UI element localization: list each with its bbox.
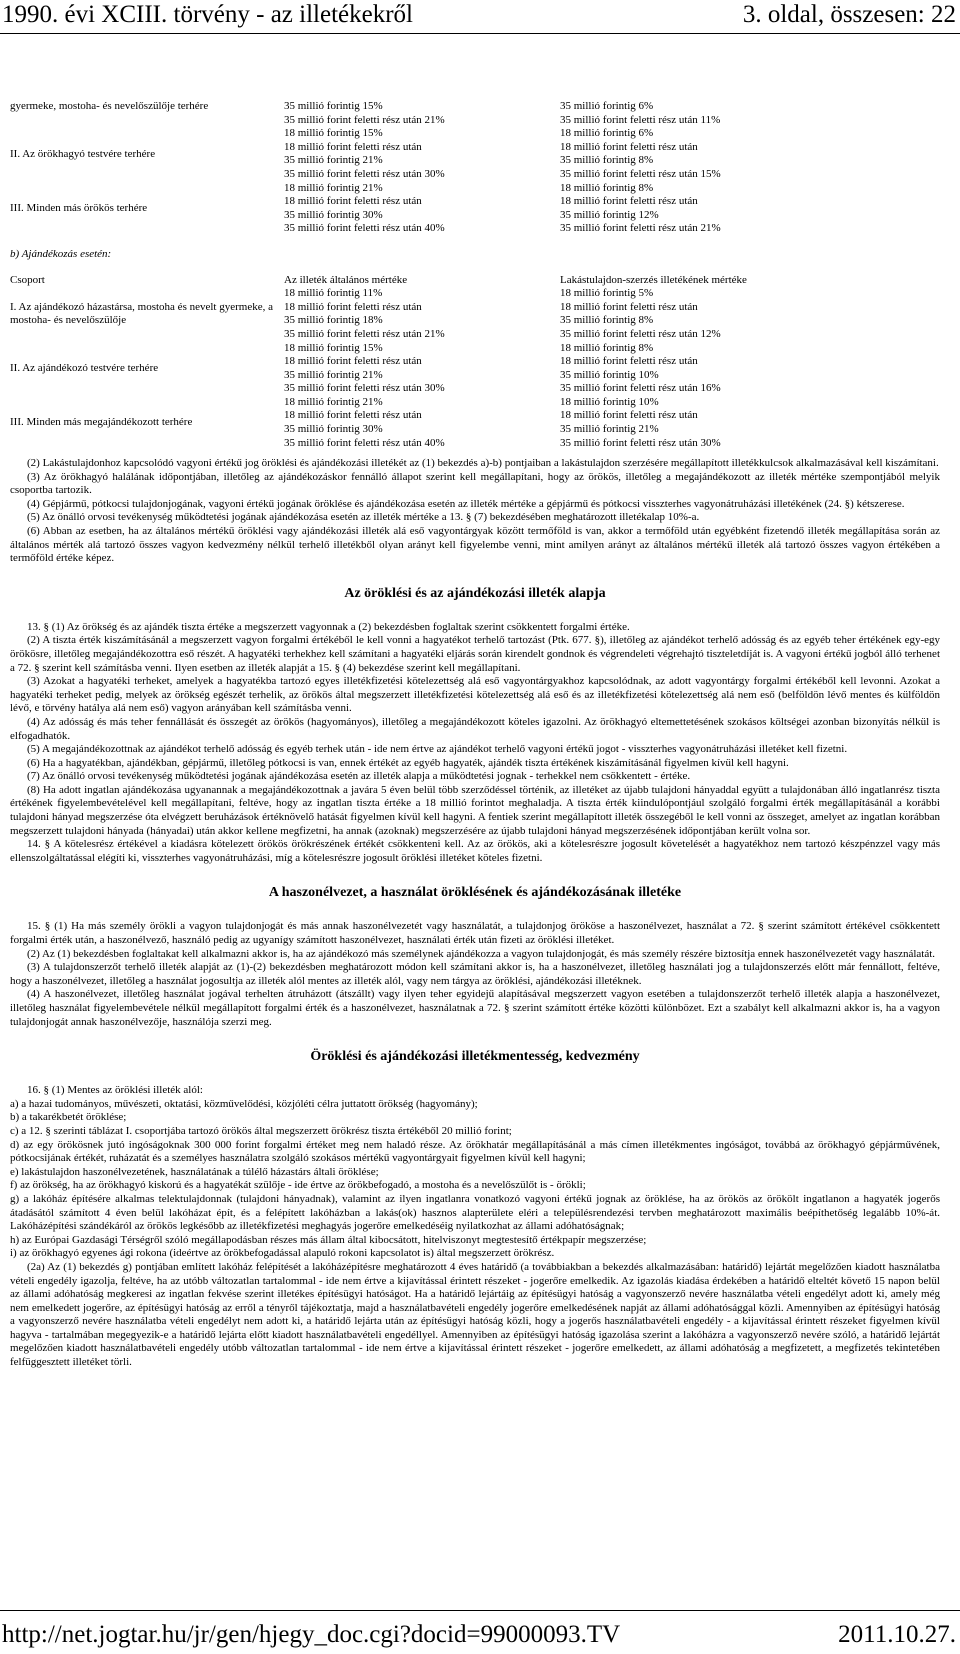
rate-line: 18 millió forintig 15% [284, 127, 383, 140]
rate-line: 35 millió forintig 12% [560, 208, 659, 221]
page-footer [0, 1610, 960, 1654]
rate-line: 35 millió forint feletti rész után 40% [284, 436, 445, 449]
rate-line: 18 millió forint feletti rész után [284, 140, 422, 153]
rate-line: 35 millió forintig 30% [284, 208, 383, 221]
rate-line: 35 millió forint feletti rész után 30% [560, 436, 721, 449]
section-heading: A haszonélvezet, a használat öröklésének és ajándékozásának illetéke [268, 885, 682, 901]
inheritance-group-rates [284, 182, 560, 236]
list-item: e) lakástulajdon haszonélvezetének, használatának a túlélő házastárs általi öröklése; [10, 1165, 379, 1178]
rate-line: 18 millió forintig 10% [560, 395, 659, 408]
paragraph: (5) Az önálló orvosi tevékenység működtetési jogának ajándékozása esetén az illeték mértéke a 13. § (7) bekezdésében meghatározott illetékalap 10%-a. [27, 511, 700, 524]
rate-line: 35 millió forint feletti rész után 12% [560, 327, 721, 340]
rate-line: 35 millió forint feletti rész után 30% [284, 167, 445, 180]
gift-header-housing: Lakástulajdon-szerzés illetékének mértéke [560, 273, 747, 286]
rate-line: 35 millió forintig 10% [560, 368, 659, 381]
rate-line: 35 millió forint feletti rész után 11% [560, 113, 721, 126]
rate-line: 18 millió forint feletti rész után [284, 300, 422, 313]
rate-line: 18 millió forint feletti rész után [560, 409, 698, 422]
rate-line: 18 millió forint feletti rész után [284, 195, 422, 208]
section-heading: Az öröklési és az ajándékozási illeték alapja [344, 585, 606, 601]
page-header [0, 0, 960, 40]
paragraph: 16. § (1) Mentes az öröklési illeték alól: [27, 1084, 203, 1097]
paragraph: (5) A megajándékozottnak az ajándékot terhelő adósság és egyéb terhek után - ide nem értve az ajándékot terhelő vagyoni értékű jogot - visszterhes vagyonátruházási illetéket kell fizetni. [27, 743, 848, 756]
gift-group-rates [284, 396, 560, 450]
paragraph: (2) Az (1) bekezdésben foglaltakat kell alkalmazni akkor is, ha az ajándékozó más személynek ajándékozza a vagyon tulajdonjogát, és más személy részére biztosítja ennek haszonélvezetét vagy használatát. [27, 947, 936, 960]
inheritance-group-label: II. Az örökhagyó testvére terhére [10, 147, 156, 160]
paragraph: (4) Gépjármű, pótkocsi tulajdonjogának, vagyoni értékű jogának öröklése és ajándékozása esetén az illeték mértéke a gépjármű és pótkocsi visszterhes vagyonátruházási illetékének (24. §) kétszerese. [27, 497, 905, 510]
paragraph: (7) Az önálló orvosi tevékenység működtetési jogának ajándékozása esetén az illeték alapja a működtetési jognak - terhekkel nem csökkentett - értéke. [27, 770, 691, 783]
list-item: i) az örökhagyó egyenes ági rokona (ideértve az örökbefogadással alapuló rokoni kapcsolatot is) által megszerzett örökrész. [10, 1247, 555, 1260]
list-item: c) a 12. § szerinti táblázat I. csoportjába tartozó örökös által megszerzett örökrész tiszta értékéből 20 millió forint; [10, 1124, 512, 1137]
rate-line: 35 millió forintig 6% [560, 100, 654, 112]
rate-line: 35 millió forint feletti rész után 21% [284, 113, 445, 126]
gift-group-reduced [560, 342, 940, 396]
rate-line: 18 millió forintig 21% [284, 181, 383, 194]
inheritance-group-rates [284, 100, 560, 127]
header-rule [0, 33, 960, 34]
rate-line: 35 millió forint feletti rész után 15% [560, 167, 721, 180]
rate-line: 35 millió forint feletti rész után 21% [284, 327, 445, 340]
gift-section-title: b) Ajándékozás esetén: [10, 247, 112, 260]
gift-header-group: Csoport [10, 273, 45, 286]
document-title: 1990. évi XCIII. törvény - az illetékekről [2, 1, 413, 28]
gift-group-rates [284, 287, 560, 341]
rate-line: 35 millió forintig 30% [284, 423, 383, 436]
rate-line: 35 millió forintig 21% [560, 423, 659, 436]
rate-line: 18 millió forint feletti rész után [560, 355, 698, 368]
rate-line: 35 millió forint feletti rész után 30% [284, 382, 445, 395]
rate-line: 18 millió forintig 8% [560, 181, 654, 194]
paragraph: 13. § (1) Az örökség és az ajándék tiszta értéke a megszerzett vagyonnak a (2) bekezdésben foglaltak szerint csökkentett forgalmi értéke. [27, 620, 630, 633]
list-item: b) a takarékbetét öröklése; [10, 1111, 127, 1124]
paragraph: 14. § A kötelesrész értékével a kiadásra kötelezett örökös örökrészének értékét csökkenteni kell. Az az örökös, aki a kötelesrészre jogosult követelését a hagyatékhoz nem tartozó készpénzzel vagy más ellenszolgáltatással elégíti ki, visszterhes vagyonátruházási, míg a kötelesrészre jogosult öröklési illetéket köteles fizetni. [10, 838, 940, 864]
inheritance-table [10, 100, 940, 236]
list-item: a) a hazai tudományos, művészeti, oktatási, közművelődési, közjóléti célra juttatott örökség (hagyomány); [10, 1097, 478, 1110]
list-item: d) az egy örökösnek jutó ingóságoknak 300 000 forint forgalmi értéket meg nem haladó része. Az örökhatár megállapításánál a más címen illetékmentes ingóságot, továbbá az örökhagyó gépjárművének, pótkocsijának értékét, ruházatát és a személyes használatra szolgáló szokásos mértékű vagyontárgyait figyelmen kívül kell hagyni; [10, 1138, 940, 1165]
rate-line: 35 millió forint feletti rész után 21% [560, 222, 721, 235]
paragraph: (4) Az adósság és más teher fennállását és összegét az örökös (hagyományos), illetőleg a megajándékozott köteles igazolni. Az örökhagyó eltemettetésének szokásos költségei azonban bizonyítás nélkül is elfogadhatók. [10, 715, 940, 742]
rate-line: 18 millió forintig 8% [560, 341, 654, 354]
rate-line: 18 millió forint feletti rész után [284, 409, 422, 422]
rate-line: 18 millió forint feletti rész után [560, 300, 698, 313]
document-body [10, 457, 940, 1370]
paragraph: (4) A haszonélvezet, illetőleg használat jogával terhelten átruházott (átszállt) vagy ilyen teher egyidejű alapításával megszerzett vagyon esetében a tulajdonszerzőt terhelő illeték alapja a haszonélvezet, illetőleg használat figyelembevétele nélkül megállapított forgalmi érték és a haszonélvezet, használatnak a 72. § szerint számított értéke közötti különbözet. Ezt a szabályt kell alkalmazni akkor is, ha a vagyon tulajdonjogát annak haszonélvezője, használója szerzi meg. [10, 988, 940, 1028]
footer-rule [0, 1610, 960, 1611]
paragraph: (8) Ha adott ingatlan ajándékozása ugyanannak a megajándékozottnak a javára 5 éven belül több szerződéssel történik, az illetéket az újabb tulajdoni hányaddal együtt a tulajdonában álló ingatlanrész tiszta értékének figyelembevételével kell megállapítani, feltéve, hogy az ingatlan tiszta értéke a 18 millió forintot meghaladja. A tiszta érték kiindulópontjául szolgáló forgalmi érték megállapításánál a korábbi tulajdoni hányad megszerzése óta elvégzett beruházások értéknövelő hatását figyelmen kívül kell hagyni. A fentiek szerint megállapított illeték összegéből le kell vonni az összeget, amelyet az ingatlan korábban megszerzett tulajdoni hányada (hányadai) után akkor kellene megfizetni, ha annak (azoknak) megszerzésére az újabb tulajdoni hányad megszerzésének időpontjában került volna sor. [10, 783, 940, 837]
gift-group-rates [284, 342, 560, 396]
inheritance-group-reduced [560, 127, 940, 181]
list-item: g) a lakóház építésére alkalmas telektulajdonnak (tulajdoni hányadnak), valamint az ilyen ingatlanra vonatkozó vagyoni értékű jognak az öröklése, ha az örökös az örökölt ingatlanon a hagyaték jogerős átadásától számított 4 éven belül lakóházat épít, és a felépített lakóházban a lakás(ok) hasznos alapterülete eléri a településrendezési tervben meghatározott maximális beépíthetőség legalább 10%-át. Lakóházépítési szándékáról az örökös legkésőbb az illetékfizetési meghagyás jogerőre emelkedéséig nyilatkozhat az állami adóhatóságnak; [10, 1192, 940, 1233]
rate-line: 35 millió forint feletti rész után 40% [284, 222, 445, 235]
rate-line: 18 millió forintig 11% [284, 287, 383, 300]
inheritance-group-rates [284, 127, 560, 181]
rate-line: 18 millió forintig 21% [284, 395, 383, 408]
paragraph: 15. § (1) Ha más személy örökli a vagyon tulajdonjogát és más annak haszonélvezetét vagy használatát, a tulajdonjog örököse a haszonélvezet, használat a 72. § szerint számított értékével csökkentett forgalmi érték után, a haszonélvező, használó pedig az ugyanígy számított haszonélvezet, használati érték után fizeti az öröklési illetéket. [10, 920, 940, 947]
page-number: 3. oldal, összesen: 22 [742, 1, 956, 28]
paragraph: (2) Lakástulajdonhoz kapcsolódó vagyoni értékű jog öröklési és ajándékozási illetékét az (1) bekezdés a)-b) pontjaiban a lakástulajdon szerzésére megállapított illetékkulcsok alkalmazásával kell kiszámítani. [27, 457, 939, 469]
rate-tables [10, 100, 940, 450]
inheritance-group-label: gyermeke, mostoha- és nevelőszülője terhére [10, 100, 209, 112]
paragraph: (3) A tulajdonszerzőt terhelő illeték alapját az (1)-(2) bekezdésben meghatározott módon kell számítani akkor is, ha a haszonélvezet, illetőleg használati jog a tulajdonszerzés előtt már fennállott, feltéve, hogy a haszonélvezet, illetőleg a használat jogosultja az illeték alól mentes az illeték alól, vagy nem tárgya az öröklési, ajándékozási illetéknek. [10, 961, 940, 987]
gift-table [10, 274, 940, 451]
paragraph: (6) Ha a hagyatékban, ajándékban, gépjármű, illetőleg pótkocsi is van, ennek értékét az egyéb hagyaték, ajándék tiszta értékének kiszámításánál figyelmen kívül kell hagyni. [27, 756, 789, 769]
paragraph: (6) Abban az esetben, ha az általános mértékű öröklési vagy ajándékozási illeték alá eső vagyontárgyak között termőföld is van, akkor a termőföld után egyébként fizetendő illeték megállapítása során az általános mérték alá tartozó összes vagyon kedvezmény nélkül terhelő illetékből olyan arányt kell figyelembe venni, mint amilyen arányt az általános mértékű illeték alá tartozó összes vagyon értékében a termőföld értéke képez. [10, 524, 940, 565]
rate-line: 18 millió forintig 15% [284, 341, 383, 354]
gift-group-reduced [560, 287, 940, 341]
source-url: http://net.jogtar.hu/jr/gen/hjegy_doc.cgi?docid=99000093.TV [2, 1621, 621, 1648]
list-item: h) az Európai Gazdasági Térségről szóló megállapodásban részes más állam által kibocsátott, hitelviszonyt megtestesítő értékpapír megszerzése; [10, 1233, 647, 1246]
gift-header-general: Az illeték általános mértéke [284, 273, 408, 286]
rate-line: 35 millió forintig 18% [284, 314, 383, 327]
rate-line: 35 millió forintig 21% [284, 368, 383, 381]
section-heading: Öröklési és ajándékozási illetékmentesség, kedvezmény [310, 1049, 640, 1065]
rate-line: 18 millió forintig 6% [560, 127, 654, 140]
inheritance-group-reduced [560, 182, 940, 236]
print-date: 2011.10.27. [838, 1621, 956, 1648]
inheritance-group-label: III. Minden más örökös terhére [10, 201, 148, 214]
paragraph: (3) Az örökhagyó halálának időpontjában, illetőleg az ajándékozáskor fennálló állapot szerint kell megállapítani, hogy az örökös, illetőleg a megajándékozott az illeték mértéke szempontjából melyik csoportba tartozik. [10, 470, 940, 497]
gift-group-label: II. Az ajándékozó testvére terhére [10, 361, 159, 374]
rate-line: 18 millió forint feletti rész után [560, 195, 698, 208]
gift-group-label: I. Az ajándékozó házastársa, mostoha és nevelt gyermeke, a mostoha- és nevelőszülője [10, 300, 273, 327]
rate-line: 35 millió forintig 8% [560, 154, 654, 167]
gift-group-reduced [560, 396, 940, 450]
rate-line: 35 millió forintig 8% [560, 314, 654, 327]
rate-line: 35 millió forintig 15% [284, 100, 383, 112]
inheritance-group-reduced [560, 100, 940, 127]
rate-line: 18 millió forintig 5% [560, 287, 654, 300]
paragraph: (2) A tiszta érték kiszámításánál a megszerzett vagyon forgalmi értékéből le kell vonni a hagyatékot terhelő tartozást (Ptk. 677. §), illetőleg az ajándékot terhelő adósság és az egyéb teher értékének egy-egy örökösre, illetőleg megajándékozottra eső részét. A hagyatéki terhekhez kell számítani a hagyatéki eljárás során kirendelt gondnok és végrendeleti végrehajtó tiszteletdíját is. A vagyoni értékű jogból álló terhenet a 72. § szerint kell számításba venni. Ilyen esetben az illeték alapját a 15. § (4) bekezdése szerint kell megállapítani. [10, 634, 940, 674]
paragraph: (2a) Az (1) bekezdés g) pontjában említett lakóház felépítését a lakóházépítésre meghatározott 4 éves határidő (a továbbiakban a bekezdés alkalmazásában: határidő) lejártát megelőzően kiadott használatba vételi engedély igazolja, feltéve, ha az utóbb változatlan tartalommal - ide nem értve a kijavítással érintett részeket - jogerőre emelkedik. Az igazolás kiadása érdekében a határidő elteltét követő 15 napon belül az állami adóhatóság megkeresi az ingatlan fekvése szerint illetékes építésügyi hatóságot. Ha a határidő lejártáig az építésügyi hatóság a vagyonszerző nevére használatba vételi engedélyt adott ki, amely még nem emelkedett jogerőre, az építésügyi hatóság az erről a tényről tájékoztatja, majd a használatbavételi engedély jogerőre emelkedésének napját az állami adóhatósággal közli. Amennyiben az építésügyi hatóság a vagyonszerző nevére használatba vételi engedélyt nem adott ki, a határidő lejárta után az építésügyi hatóság közli, hogy a jogerős használatbavételi engedély - a kijavítással érintett részeket figyelmen kívül hagyva - tartalmában megegyezik-e a határidő lejárta előtt kiadott használatbavételi engedéllyel. Amennyiben az építésügyi hatóság igazolása szerint a lakóházra a vagyonszerző nevére szóló, a határidő lejártát megelőzően kiadott használatbavételi engedély utóbb változatlan tartalommal - ide nem értve a kijavítással érintett részeket - jogerőre emelkedett, az állami adóhatóság a megfizetett, a megfizetés tekintetében felfüggesztett illetéket törli. [10, 1260, 940, 1369]
rate-line: 35 millió forint feletti rész után 16% [560, 382, 721, 395]
list-item: f) az örökség, ha az örökhagyó kiskorú és a hagyatékát szülője - ide értve az örökbefogadó, a mostoha és a nevelőszülőt is - örökli; [10, 1179, 586, 1192]
rate-line: 18 millió forint feletti rész után [560, 140, 698, 153]
rate-line: 18 millió forint feletti rész után [284, 355, 422, 368]
paragraph: (3) Azokat a hagyatéki terheket, amelyek a hagyatékba tartozó egyes illetékfizetési kötelezettség alá eső vagyontárgyakhoz kapcsolódnak, az adott vagyontárgy forgalmi értékéből kell levonni. Azokat a hagyatéki terheket pedig, melyek az örökség egészét terhelik, az örökös által megszerzett illetékfizetési kötelezettség alá eső és az illetékfizetési kötelezettség alá nem eső (belföldön lévő mentes és külföldön lévő, e törvény hatálya alá nem eső) vagyon arányában kell számításba venni. [10, 675, 940, 715]
rate-line: 35 millió forintig 21% [284, 154, 383, 167]
gift-group-label: III. Minden más megajándékozott terhére [10, 416, 193, 429]
